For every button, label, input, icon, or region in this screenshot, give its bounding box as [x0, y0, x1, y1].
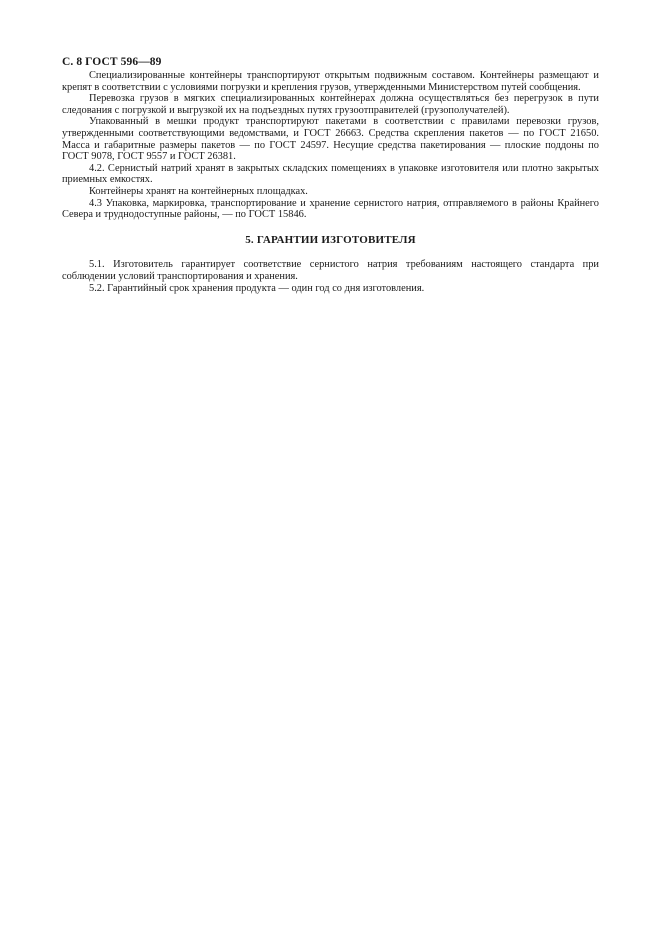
- paragraph-4-3-far-north: 4.3 Упаковка, маркировка, транспортирование и хранение сернистого натрия, отправляемого в районы Крайнего Севера и труднодоступные районы, — по ГОСТ 15846.: [62, 197, 599, 221]
- paragraph-container-storage: Контейнеры хранят на контейнерных площадках.: [89, 185, 308, 197]
- document-body: [62, 70, 599, 294]
- page-header: С. 8 ГОСТ 596—89: [62, 56, 162, 68]
- paragraph-containers-transport: Специализированные контейнеры транспортируют открытым подвижным составом. Контейнеры размещают и крепят в соответствии с условиями погрузки и крепления грузов, утвержденными Министерством путей сообщения.: [62, 70, 599, 93]
- paragraph-4-2-storage: 4.2. Сернистый натрий хранят в закрытых складских помещениях в упаковке изготовителя или плотно закрытых приемных емкостях.: [62, 162, 599, 186]
- paragraph-bag-packets: Упакованный в мешки продукт транспортируют пакетами в соответствии с правилами перевозки грузов, утвержденными соответствующими ведомствами, и ГОСТ 26663. Средства скрепления пакетов — по ГОСТ 21650. Масса и габаритные размеры пакетов — по ГОСТ 24597. Несущие средства пакетирования — плоские поддоны по ГОСТ 9078, ГОСТ 9557 и ГОСТ 26381.: [62, 116, 599, 163]
- paragraph-soft-containers: Перевозка грузов в мягких специализированных контейнерах должна осуществляться без перегрузок в пути следования с погрузкой и выгрузкой их на подъездных путях грузоотправителей (грузополучателей).: [62, 93, 599, 116]
- section-5-title: 5. ГАРАНТИИ ИЗГОТОВИТЕЛЯ: [245, 233, 416, 246]
- paragraph-5-1-guarantee: 5.1. Изготовитель гарантирует соответствие сернистого натрия требованиям настоящего стандарта при соблюдении условий транспортирования и хранения.: [62, 259, 599, 282]
- paragraph-5-2-shelf-life: 5.2. Гарантийный срок хранения продукта — один год со дня изготовления.: [89, 282, 425, 294]
